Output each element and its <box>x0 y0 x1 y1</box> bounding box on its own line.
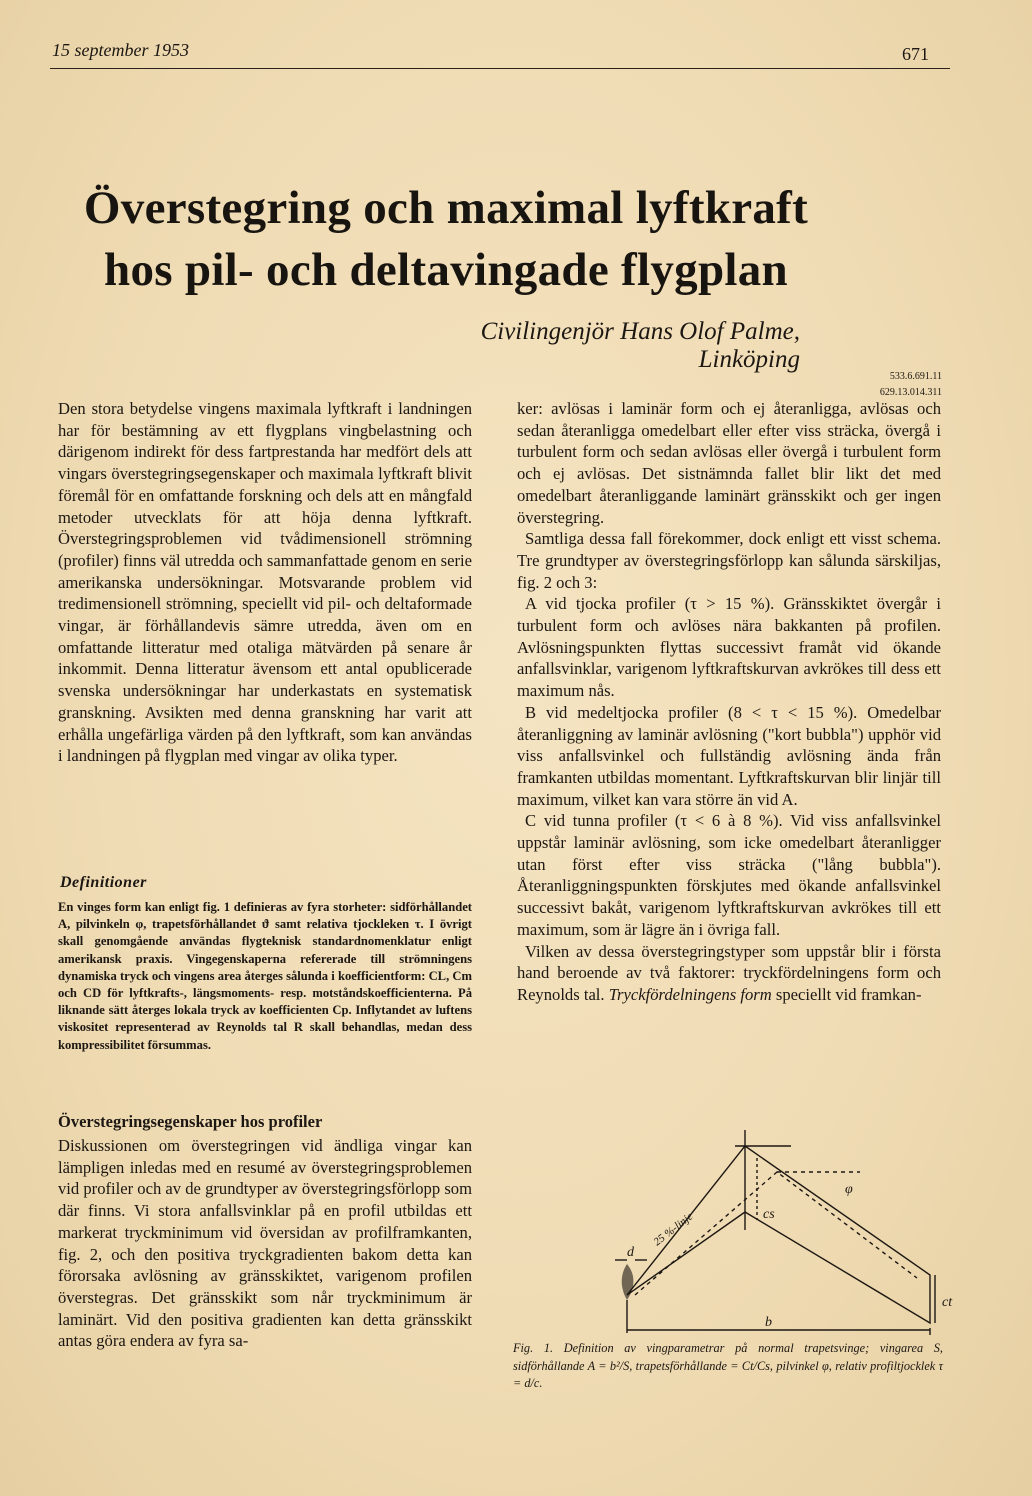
right-paragraph-1: ker: avlösas i laminär form och ej återanligga, avlösas och sedan återanligga omedelbart eller efter viss sträcka, övergå i turbulent form och sedan avlösas eller övergå i turbulent form och ej avlösas. Det sistnämnda fallet blir likt det med omedelbart återanliggande laminärt gränsskikt och ger ingen överstegring. <box>517 399 941 527</box>
right-paragraph-4: B vid medeltjocka profiler (8 < τ < 15 %). Omedelbar återanliggning av laminär avlösning ("kort bubbla") upphör vid viss anfallsvinkel och fullständig avlösning ända från framkanten utbildas momentant. Lyftkraftskurvan blir linjär till maximum, vilket kan vara större än vid A. <box>517 702 941 809</box>
right-paragraph-3: A vid tjocka profiler (τ > 15 %). Gränsskiktet övergår i turbulent form och avlöses nära bakkanten på profilen. Avlösningspunkten flyttas successivt framåt vid ökande anfallsvinklar, varigenom lyftkraftskurvan avkrökes till dess ett maximum nås. <box>517 594 941 701</box>
figure-caption: Fig. 1. Definition av vingparametrar på normal trapetsvinge; vingarea S, sidförhållande A = b²/S, trapetsförhållande = Ct/Cs, pilvinkel φ, relativ profiltjocklek τ = d/c. <box>513 1341 943 1390</box>
label-ct: ct <box>942 1295 953 1310</box>
udc-code-2: 629.13.014.311 <box>879 387 942 398</box>
title-line-2: hos pil- och deltavingade flygplan <box>104 244 788 296</box>
title-line-1: Överstegring och maximal lyftkraft <box>83 182 809 234</box>
right-column <box>517 398 941 1006</box>
label-25-percent-line: 25 %-linje <box>651 1210 696 1249</box>
right-paragraph-6c: speciellt vid framkan- <box>775 984 922 1004</box>
header-page-number: 671 <box>902 44 929 64</box>
label-d: d <box>627 1245 634 1260</box>
root-profile-section <box>622 1264 634 1300</box>
header-date: 15 september 1953 <box>52 40 189 60</box>
profiles-block <box>58 1135 472 1352</box>
intro-column <box>58 398 472 767</box>
definitions-heading: Definitioner <box>60 874 147 891</box>
author-byline: Civilingenjör Hans Olof Palme, Linköping <box>480 318 800 373</box>
definitions-text: En vinges form kan enligt fig. 1 definieras av fyra storheter: sidförhållandet A, pilvinkeln φ, trapetsförhållandet ϑ samt relativa tjockleken τ. I övrigt skall genomgående användas flygteknisk standardnomenklatur enligt amerikansk praxis. Vingegenskaperna refererade till strömningens dynamiska tryck och vingens area återges sålunda i koefficientform: CL, Cm och CD för lyftkrafts-, längsmoments- resp. motståndskoefficienterna. På liknande sätt återges lokala tryck av koefficienten Cp. Inflytandet av luftens viskositet representerad av Reynolds tal R skall behandlas, medan dess kompressibilitet försummas. <box>58 900 472 1052</box>
profiles-text: Diskussionen om överstegringen vid ändliga vingar kan lämpligen inledas med en resumé av överstegringsproblemen vid profiler och av de grundtyper av överstegringsförlopp som där finns. Vi stora anfallsvinklar på en profil utbildas ett markerat tryckminimum vid översidan av profilframkanten, fig. 2, och den positiva tryckgradienten bakom detta kan förorsaka avlösning av gränsskiktet, varigenom profilen överstegras. Det gränsskikt som når tryckminimum är laminärt. Vid den positiva gradienten kan detta gränsskikt antas göra endera av fyra sa- <box>58 1136 472 1351</box>
intro-paragraph: Den stora betydelse vingens maximala lyftkraft i landningen har för bestämning av ett flygplans vingbelastning och därigenom indirekt för dess fartprestanda har medfört dels att vingars överstegringsegenskaper och maximala lyftkraft blivit föremål för en omfattande forskning och dels att en mångfald metoder utvecklats för att höja denna lyftkraft. Överstegringsproblemen vid tvådimensionell strömning (profiler) finns väl utredda och sammanfattade genom en serie amerikanska undersökningar. Motsvarande problem vid tredimensionell strömning, speciellt vid pil- och deltaformade vingar, är förhållandevis sämre utredda, även om en omfattande litteratur med otaliga mätvärden på senare år inkommit. Denna litteratur ävensom ett antal opublicerade svenska undersökningar har underkastats en systematisk granskning. Avsikten med denna granskning har varit att erhålla ungefärliga värden på den lyftkraft, som kan användas i landningen på flygplan med vingar av olika typer. <box>58 399 472 766</box>
right-paragraph-6 <box>517 941 941 1006</box>
definitions-block <box>58 899 472 1054</box>
profiles-heading: Överstegringsegenskaper hos profiler <box>58 1112 323 1131</box>
label-phi: φ <box>845 1182 853 1197</box>
right-paragraph-6-italic: Tryckfördelningens form <box>608 984 772 1004</box>
header-rule <box>50 68 950 69</box>
udc-code-1: 533.6.691.11 <box>889 371 942 382</box>
label-b: b <box>765 1315 772 1330</box>
right-paragraph-6a: Vilken av dessa överstegringstyper som uppstår blir i första hand beroende av två faktorer: tryckfördelningens form och Reynolds tal. <box>517 941 941 1004</box>
label-cs: cs <box>763 1207 775 1222</box>
right-paragraph-5: C vid tunna profiler (τ < 6 à 8 %). Vid viss anfallsvinkel uppstår laminär avlösning, som icke omedelbart återanligger utan först efter viss sträcka ("lång bubbla"). Återanliggningspunkten förskjutes med ökande anfallsvinkel successivt bakåt, varigenom lyftkraftskurvan avkrökes till ett maximum, som är lägre än i övriga fall. <box>517 811 941 939</box>
wing-figure <box>605 1128 965 1336</box>
right-paragraph-2: Samtliga dessa fall förekommer, dock enligt ett visst schema. Tre grundtyper av överstegringsförlopp kan sålunda särskiljas, fig. 2 och 3: <box>517 529 941 592</box>
